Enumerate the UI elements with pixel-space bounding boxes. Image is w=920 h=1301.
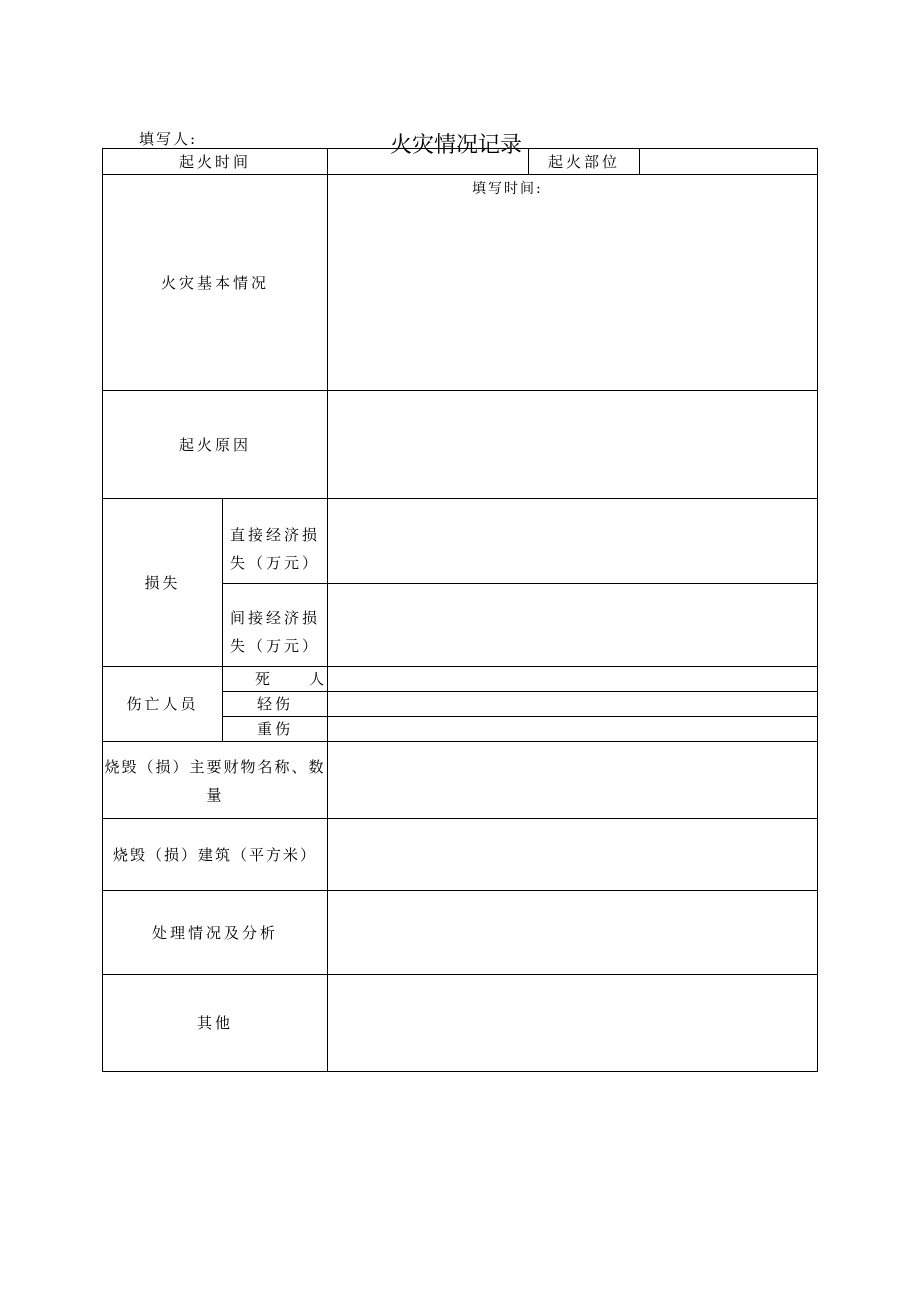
fire-location-label: 起火部位 xyxy=(547,152,620,171)
burned-property-label: 烧毁（损）主要财物名称、数量 xyxy=(104,758,326,804)
filler-label: 填写人: xyxy=(139,130,198,148)
minor-injury-label: 轻伤 xyxy=(256,695,293,713)
serious-injury-field[interactable] xyxy=(328,717,817,741)
table-border-bottom xyxy=(102,1071,818,1072)
loss-label: 损失 xyxy=(144,573,181,592)
serious-injury-label: 重伤 xyxy=(256,720,293,738)
direct-loss-field[interactable] xyxy=(328,499,817,583)
basic-situation-label: 火灾基本情况 xyxy=(160,273,269,292)
handling-analysis-label: 处理情况及分析 xyxy=(151,923,278,942)
indirect-loss-label: 间接经济损失（万元） xyxy=(229,609,320,655)
handling-analysis-field[interactable] xyxy=(328,891,817,974)
casualties-label: 伤亡人员 xyxy=(126,695,199,713)
fire-time-field[interactable] xyxy=(328,149,528,174)
death-field[interactable] xyxy=(328,667,817,691)
table-border-right xyxy=(817,148,818,1072)
burned-property-field[interactable] xyxy=(328,742,817,818)
fire-location-field[interactable] xyxy=(640,149,817,174)
other-label: 其他 xyxy=(196,1014,233,1032)
other-field[interactable] xyxy=(328,975,817,1071)
death-label: 死 人 xyxy=(254,670,327,688)
burned-building-label: 烧毁（损）建筑（平方米） xyxy=(112,845,317,864)
page-title: 火灾情况记录 xyxy=(390,133,523,158)
fill-time-label: 填写时间: xyxy=(472,181,543,197)
burned-building-field[interactable] xyxy=(328,819,817,890)
cause-label: 起火原因 xyxy=(178,435,251,454)
minor-injury-field[interactable] xyxy=(328,692,817,716)
indirect-loss-field[interactable] xyxy=(328,584,817,666)
cause-field[interactable] xyxy=(328,391,817,498)
direct-loss-label: 直接经济损失（万元） xyxy=(229,525,320,572)
fire-time-label: 起火时间 xyxy=(178,152,251,171)
basic-situation-field[interactable] xyxy=(328,195,817,390)
